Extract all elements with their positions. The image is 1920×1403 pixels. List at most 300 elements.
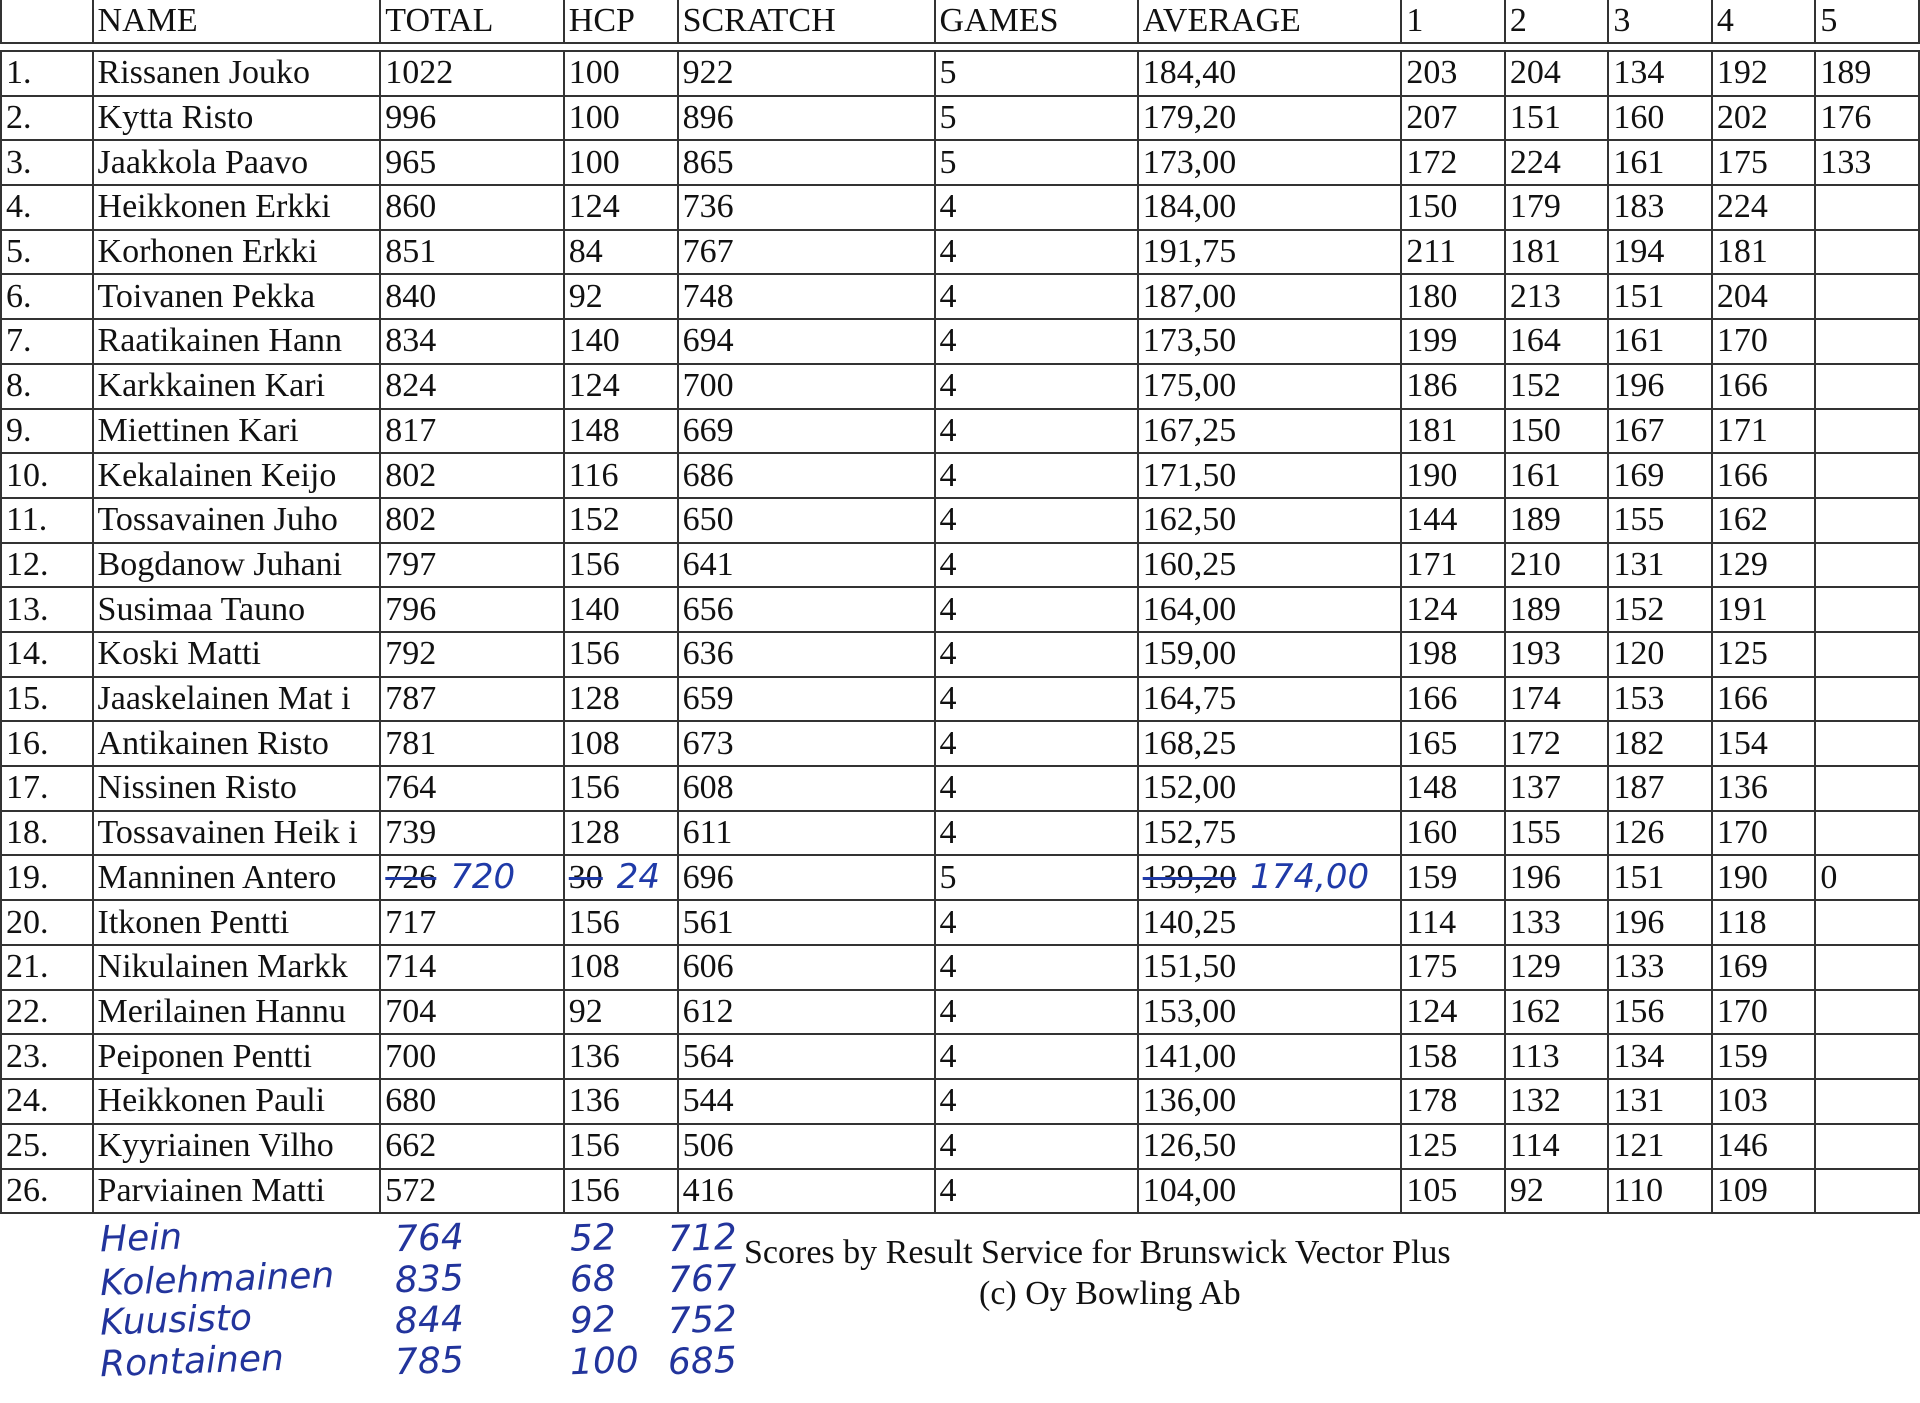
- cell-rank: 8.: [1, 364, 93, 409]
- cell-scratch: 608: [678, 766, 935, 811]
- table-row: [1, 811, 1919, 856]
- cell-g1: 160: [1401, 811, 1505, 856]
- cell-g2: 137: [1505, 766, 1609, 811]
- table-row: [1, 677, 1919, 722]
- cell-scratch: 650: [678, 498, 935, 543]
- cell-g4: 166: [1712, 453, 1816, 498]
- column-header-game-2: 2: [1505, 0, 1609, 43]
- cell-g2: 161: [1505, 453, 1609, 498]
- cell-rank: 21.: [1, 945, 93, 990]
- cell-g3: 151: [1608, 855, 1712, 900]
- cell-g5: [1815, 1034, 1919, 1079]
- cell-scratch: 673: [678, 721, 935, 766]
- cell-hcp: 148: [564, 409, 678, 454]
- cell-g1: 158: [1401, 1034, 1505, 1079]
- cell-g2: 114: [1505, 1124, 1609, 1169]
- cell-rank: 16.: [1, 721, 93, 766]
- cell-g3: 194: [1608, 230, 1712, 275]
- cell-rank: 20.: [1, 900, 93, 945]
- cell-scratch: 606: [678, 945, 935, 990]
- cell-g5: [1815, 1169, 1919, 1214]
- cell-g5: [1815, 364, 1919, 409]
- cell-rank: 11.: [1, 498, 93, 543]
- cell-average: 152,00: [1138, 766, 1402, 811]
- cell-total: 817: [380, 409, 563, 454]
- cell-g1: 165: [1401, 721, 1505, 766]
- cell-total: 860: [380, 185, 563, 230]
- handwritten-hcp: 92: [569, 1299, 617, 1342]
- cell-hcp: 136: [564, 1079, 678, 1124]
- cell-g4: 136: [1712, 766, 1816, 811]
- cell-g1: 190: [1401, 453, 1505, 498]
- cell-games: 4: [935, 409, 1138, 454]
- cell-name: Jaaskelainen Mat i: [93, 677, 381, 722]
- cell-scratch: 564: [678, 1034, 935, 1079]
- cell-g5: [1815, 498, 1919, 543]
- cell-total: 680: [380, 1079, 563, 1124]
- cell-scratch: 767: [678, 230, 935, 275]
- cell-g1: 144: [1401, 498, 1505, 543]
- cell-average: 104,00: [1138, 1169, 1402, 1214]
- results-body: [1, 51, 1919, 1213]
- handwritten-total: 835: [394, 1257, 465, 1302]
- cell-name: Antikainen Risto: [93, 721, 381, 766]
- cell-name: Nissinen Risto: [93, 766, 381, 811]
- cell-average: 179,20: [1138, 96, 1402, 141]
- cell-g4: 109: [1712, 1169, 1816, 1214]
- cell-games: 4: [935, 677, 1138, 722]
- cell-g3: 155: [1608, 498, 1712, 543]
- cell-games: 4: [935, 1034, 1138, 1079]
- cell-g5: [1815, 185, 1919, 230]
- cell-g4: 169: [1712, 945, 1816, 990]
- cell-g5: 189: [1815, 51, 1919, 96]
- cell-rank: 23.: [1, 1034, 93, 1079]
- cell-g2: 179: [1505, 185, 1609, 230]
- handwritten-name: Hein: [99, 1216, 183, 1261]
- cell-average: 168,25: [1138, 721, 1402, 766]
- column-header-average: AVERAGE: [1138, 0, 1402, 43]
- cell-g2: 164: [1505, 319, 1609, 364]
- cell-games: 4: [935, 1169, 1138, 1214]
- cell-name: Susimaa Tauno: [93, 587, 381, 632]
- cell-total: 834: [380, 319, 563, 364]
- table-row: [1, 1169, 1919, 1214]
- cell-g5: [1815, 409, 1919, 454]
- cell-g5: [1815, 945, 1919, 990]
- cell-hcp: 156: [564, 543, 678, 588]
- cell-g4: 162: [1712, 498, 1816, 543]
- handwritten-scratch: 712: [667, 1216, 738, 1261]
- cell-scratch: 865: [678, 140, 935, 185]
- cell-games: 5: [935, 855, 1138, 900]
- cell-total: 840: [380, 274, 563, 319]
- cell-total: 739: [380, 811, 563, 856]
- struck-value: 726: [385, 859, 437, 897]
- cell-g3: 152: [1608, 587, 1712, 632]
- cell-rank: 10.: [1, 453, 93, 498]
- table-row: [1, 96, 1919, 141]
- cell-hcp: 100: [564, 96, 678, 141]
- cell-g5: [1815, 587, 1919, 632]
- cell-name: Jaakkola Paavo: [93, 140, 381, 185]
- cell-name: Peiponen Pentti: [93, 1034, 381, 1079]
- cell-name: Tossavainen Juho: [93, 498, 381, 543]
- cell-g1: 148: [1401, 766, 1505, 811]
- handwritten-total: 844: [394, 1298, 465, 1343]
- cell-g4: 171: [1712, 409, 1816, 454]
- cell-scratch: 659: [678, 677, 935, 722]
- cell-g5: [1815, 1124, 1919, 1169]
- cell-g3: 153: [1608, 677, 1712, 722]
- cell-total: 572: [380, 1169, 563, 1214]
- cell-total: 802: [380, 498, 563, 543]
- cell-g4: 192: [1712, 51, 1816, 96]
- cell-g5: [1815, 811, 1919, 856]
- cell-scratch: 636: [678, 632, 935, 677]
- cell-total: 996: [380, 96, 563, 141]
- header-row: [1, 0, 1919, 43]
- cell-total: 802: [380, 453, 563, 498]
- cell-name: Parviainen Matti: [93, 1169, 381, 1214]
- table-row: [1, 409, 1919, 454]
- column-header-game-5: 5: [1815, 0, 1919, 43]
- column-header-games: GAMES: [935, 0, 1138, 43]
- cell-average: 171,50: [1138, 453, 1402, 498]
- cell-name: Tossavainen Heik i: [93, 811, 381, 856]
- cell-hcp: 156: [564, 900, 678, 945]
- handwritten-correction: 24: [616, 857, 661, 898]
- rank-header: [1, 0, 93, 43]
- cell-g4: 129: [1712, 543, 1816, 588]
- cell-g1: 124: [1401, 587, 1505, 632]
- cell-g5: [1815, 230, 1919, 275]
- cell-games: 4: [935, 274, 1138, 319]
- cell-total: 704: [380, 990, 563, 1035]
- handwritten-hcp: 52: [569, 1217, 617, 1260]
- cell-g1: 105: [1401, 1169, 1505, 1214]
- cell-g3: 131: [1608, 543, 1712, 588]
- cell-games: 4: [935, 453, 1138, 498]
- cell-name: Miettinen Kari: [93, 409, 381, 454]
- cell-scratch: 561: [678, 900, 935, 945]
- cell-average: 126,50: [1138, 1124, 1402, 1169]
- cell-total: 797: [380, 543, 563, 588]
- cell-total: 781: [380, 721, 563, 766]
- cell-rank: 9.: [1, 409, 93, 454]
- cell-g5: [1815, 453, 1919, 498]
- cell-g2: 181: [1505, 230, 1609, 275]
- cell-g3: 161: [1608, 140, 1712, 185]
- cell-g3: 161: [1608, 319, 1712, 364]
- cell-g1: 171: [1401, 543, 1505, 588]
- cell-total: [380, 855, 563, 900]
- cell-g1: 124: [1401, 990, 1505, 1035]
- cell-average: 175,00: [1138, 364, 1402, 409]
- cell-g3: 134: [1608, 51, 1712, 96]
- cell-g3: 196: [1608, 364, 1712, 409]
- cell-rank: 4.: [1, 185, 93, 230]
- footer-copyright: (c) Oy Bowling Ab: [979, 1275, 1241, 1312]
- cell-scratch: 748: [678, 274, 935, 319]
- handwritten-scratch: 752: [667, 1298, 738, 1343]
- cell-g1: 203: [1401, 51, 1505, 96]
- cell-hcp: 116: [564, 453, 678, 498]
- cell-hcp: 156: [564, 1124, 678, 1169]
- cell-total: 1022: [380, 51, 563, 96]
- cell-name: Rissanen Jouko: [93, 51, 381, 96]
- cell-g1: 181: [1401, 409, 1505, 454]
- cell-hcp: 124: [564, 185, 678, 230]
- cell-average: 160,25: [1138, 543, 1402, 588]
- cell-rank: 3.: [1, 140, 93, 185]
- cell-g4: 170: [1712, 319, 1816, 364]
- cell-hcp: 124: [564, 364, 678, 409]
- column-header-game-3: 3: [1608, 0, 1712, 43]
- table-row: [1, 498, 1919, 543]
- handwritten-name: Kuusisto: [99, 1297, 253, 1344]
- cell-scratch: 696: [678, 855, 935, 900]
- column-header-game-4: 4: [1712, 0, 1816, 43]
- cell-games: 4: [935, 364, 1138, 409]
- cell-hcp: 156: [564, 766, 678, 811]
- cell-rank: 1.: [1, 51, 93, 96]
- cell-rank: 6.: [1, 274, 93, 319]
- cell-games: 4: [935, 543, 1138, 588]
- header-separator: [1, 43, 1919, 51]
- cell-rank: 22.: [1, 990, 93, 1035]
- cell-rank: 24.: [1, 1079, 93, 1124]
- cell-g2: 196: [1505, 855, 1609, 900]
- cell-g1: 172: [1401, 140, 1505, 185]
- cell-hcp: 128: [564, 677, 678, 722]
- cell-hcp: 156: [564, 632, 678, 677]
- cell-hcp: 140: [564, 319, 678, 364]
- handwritten-hcp: 68: [569, 1258, 617, 1301]
- cell-scratch: 611: [678, 811, 935, 856]
- cell-total: 717: [380, 900, 563, 945]
- cell-g3: 131: [1608, 1079, 1712, 1124]
- cell-g2: 189: [1505, 498, 1609, 543]
- cell-games: 4: [935, 900, 1138, 945]
- table-row: [1, 1034, 1919, 1079]
- cell-g4: 103: [1712, 1079, 1816, 1124]
- cell-g2: 172: [1505, 721, 1609, 766]
- cell-g2: 152: [1505, 364, 1609, 409]
- cell-g4: 190: [1712, 855, 1816, 900]
- table-row: [1, 990, 1919, 1035]
- cell-g2: 151: [1505, 96, 1609, 141]
- cell-g3: 196: [1608, 900, 1712, 945]
- cell-name: Kytta Risto: [93, 96, 381, 141]
- cell-g4: 146: [1712, 1124, 1816, 1169]
- cell-rank: 18.: [1, 811, 93, 856]
- cell-g2: 132: [1505, 1079, 1609, 1124]
- cell-g4: 125: [1712, 632, 1816, 677]
- handwritten-total: 785: [394, 1339, 465, 1384]
- cell-g1: 114: [1401, 900, 1505, 945]
- cell-average: 173,00: [1138, 140, 1402, 185]
- cell-rank: 15.: [1, 677, 93, 722]
- cell-g5: [1815, 274, 1919, 319]
- cell-scratch: 686: [678, 453, 935, 498]
- cell-g1: 150: [1401, 185, 1505, 230]
- cell-hcp: 108: [564, 721, 678, 766]
- cell-g2: 133: [1505, 900, 1609, 945]
- handwritten-scratch: 767: [667, 1257, 738, 1302]
- cell-name: Itkonen Pentti: [93, 900, 381, 945]
- cell-g4: 181: [1712, 230, 1816, 275]
- cell-average: 164,75: [1138, 677, 1402, 722]
- cell-g4: 118: [1712, 900, 1816, 945]
- cell-g2: 189: [1505, 587, 1609, 632]
- cell-g2: 210: [1505, 543, 1609, 588]
- cell-scratch: 656: [678, 587, 935, 632]
- cell-games: 4: [935, 721, 1138, 766]
- cell-rank: 19.: [1, 855, 93, 900]
- cell-total: 700: [380, 1034, 563, 1079]
- cell-total: 764: [380, 766, 563, 811]
- cell-name: Toivanen Pekka: [93, 274, 381, 319]
- cell-average: 164,00: [1138, 587, 1402, 632]
- cell-g2: 129: [1505, 945, 1609, 990]
- cell-g2: 204: [1505, 51, 1609, 96]
- cell-name: Koski Matti: [93, 632, 381, 677]
- cell-g4: 166: [1712, 364, 1816, 409]
- cell-rank: 25.: [1, 1124, 93, 1169]
- cell-g1: 175: [1401, 945, 1505, 990]
- cell-scratch: 612: [678, 990, 935, 1035]
- cell-hcp: [564, 855, 678, 900]
- cell-average: 141,00: [1138, 1034, 1402, 1079]
- cell-name: Kyyriainen Vilho: [93, 1124, 381, 1169]
- cell-total: 787: [380, 677, 563, 722]
- cell-g1: 207: [1401, 96, 1505, 141]
- cell-g3: 187: [1608, 766, 1712, 811]
- handwritten-total: 764: [394, 1216, 465, 1261]
- table-row: [1, 587, 1919, 632]
- cell-name: Heikkonen Erkki: [93, 185, 381, 230]
- cell-scratch: 544: [678, 1079, 935, 1124]
- cell-g3: 133: [1608, 945, 1712, 990]
- cell-g4: 175: [1712, 140, 1816, 185]
- cell-average: 152,75: [1138, 811, 1402, 856]
- table-row: [1, 364, 1919, 409]
- cell-g3: 183: [1608, 185, 1712, 230]
- cell-hcp: 156: [564, 1169, 678, 1214]
- cell-g3: 160: [1608, 96, 1712, 141]
- table-row: [1, 51, 1919, 96]
- cell-average: [1138, 855, 1402, 900]
- cell-scratch: 416: [678, 1169, 935, 1214]
- cell-g1: 211: [1401, 230, 1505, 275]
- cell-g4: 159: [1712, 1034, 1816, 1079]
- cell-total: 851: [380, 230, 563, 275]
- cell-g1: 186: [1401, 364, 1505, 409]
- cell-g3: 151: [1608, 274, 1712, 319]
- cell-rank: 7.: [1, 319, 93, 364]
- cell-name: Manninen Antero: [93, 855, 381, 900]
- cell-g3: 134: [1608, 1034, 1712, 1079]
- handwritten-correction: 720: [450, 857, 516, 898]
- cell-total: 824: [380, 364, 563, 409]
- cell-scratch: 736: [678, 185, 935, 230]
- table-row: [1, 632, 1919, 677]
- cell-g2: 162: [1505, 990, 1609, 1035]
- table-row: [1, 855, 1919, 900]
- cell-g5: 133: [1815, 140, 1919, 185]
- table-row: [1, 766, 1919, 811]
- cell-rank: 5.: [1, 230, 93, 275]
- cell-hcp: 152: [564, 498, 678, 543]
- cell-total: 792: [380, 632, 563, 677]
- cell-g3: 110: [1608, 1169, 1712, 1214]
- cell-g5: [1815, 766, 1919, 811]
- handwritten-name: Rontainen: [99, 1337, 285, 1386]
- cell-g2: 224: [1505, 140, 1609, 185]
- cell-rank: 26.: [1, 1169, 93, 1214]
- cell-average: 184,00: [1138, 185, 1402, 230]
- column-header-name: NAME: [93, 0, 381, 43]
- cell-games: 4: [935, 498, 1138, 543]
- cell-scratch: 694: [678, 319, 935, 364]
- cell-total: 965: [380, 140, 563, 185]
- cell-games: 4: [935, 811, 1138, 856]
- cell-scratch: 700: [678, 364, 935, 409]
- cell-g5: [1815, 319, 1919, 364]
- table-row: [1, 319, 1919, 364]
- handwritten-hcp: 100: [569, 1339, 640, 1384]
- cell-g3: 120: [1608, 632, 1712, 677]
- cell-games: 4: [935, 766, 1138, 811]
- column-header-total: TOTAL: [380, 0, 563, 43]
- cell-total: 796: [380, 587, 563, 632]
- table-row: [1, 721, 1919, 766]
- cell-games: 4: [935, 1079, 1138, 1124]
- handwritten-scratch: 685: [667, 1339, 738, 1384]
- cell-games: 4: [935, 1124, 1138, 1169]
- footer-credit-line: Scores by Result Service for Brunswick Vector Plus: [744, 1234, 1451, 1271]
- cell-scratch: 669: [678, 409, 935, 454]
- cell-g5: [1815, 721, 1919, 766]
- cell-g3: 156: [1608, 990, 1712, 1035]
- cell-hcp: 92: [564, 990, 678, 1035]
- cell-rank: 13.: [1, 587, 93, 632]
- cell-g4: 202: [1712, 96, 1816, 141]
- cell-hcp: 84: [564, 230, 678, 275]
- cell-games: 5: [935, 140, 1138, 185]
- cell-average: 162,50: [1138, 498, 1402, 543]
- cell-total: 662: [380, 1124, 563, 1169]
- cell-hcp: 128: [564, 811, 678, 856]
- cell-hcp: 108: [564, 945, 678, 990]
- cell-g1: 180: [1401, 274, 1505, 319]
- cell-name: Kekalainen Keijo: [93, 453, 381, 498]
- cell-g4: 166: [1712, 677, 1816, 722]
- cell-name: Heikkonen Pauli: [93, 1079, 381, 1124]
- cell-g4: 170: [1712, 811, 1816, 856]
- cell-g2: 113: [1505, 1034, 1609, 1079]
- cell-hcp: 140: [564, 587, 678, 632]
- cell-rank: 14.: [1, 632, 93, 677]
- cell-hcp: 136: [564, 1034, 678, 1079]
- struck-value: 30: [568, 859, 603, 897]
- cell-games: 4: [935, 990, 1138, 1035]
- table-row: [1, 453, 1919, 498]
- cell-average: 191,75: [1138, 230, 1402, 275]
- cell-g5: 176: [1815, 96, 1919, 141]
- cell-g1: 198: [1401, 632, 1505, 677]
